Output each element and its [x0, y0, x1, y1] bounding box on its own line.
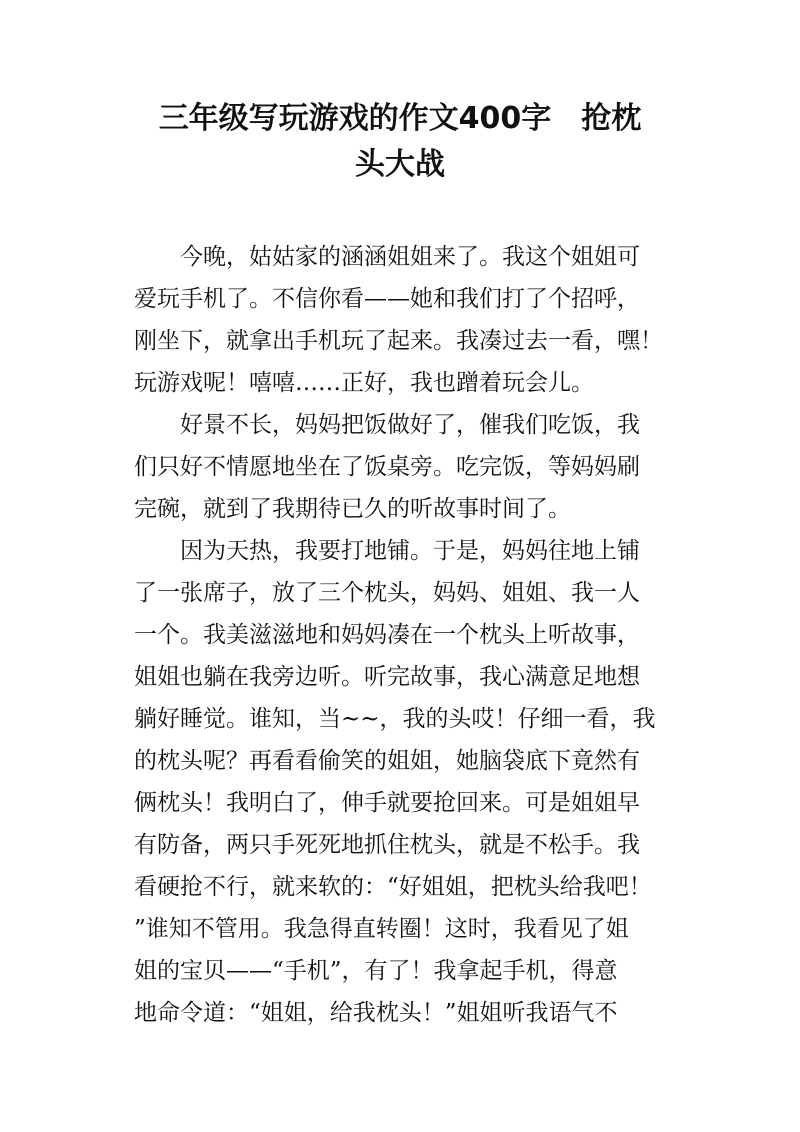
body-line: 好景不长，妈妈把饭做好了，催我们吃饭，我 — [134, 412, 640, 438]
document-body — [134, 236, 694, 1034]
body-line: 今晚，姑姑家的涵涵姐姐来了。我这个姐姐可 — [134, 244, 640, 270]
title-line-2: 头大战 — [355, 147, 445, 182]
body-line: 姐姐也躺在我旁边听。听完故事，我心满意足地想 — [134, 664, 640, 690]
body-line: 看硬抢不行，就来软的：“好姐姐，把枕头给我吧！ — [134, 874, 652, 900]
body-line: 了一张席子，放了三个枕头，妈妈、姐姐、我一人 — [134, 580, 640, 606]
body-line: 俩枕头！我明白了，伸手就要抢回来。可是姐姐早 — [134, 790, 640, 816]
body-line: 爱玩手机了。不信你看——她和我们打了个招呼， — [134, 286, 640, 312]
body-line: 躺好睡觉。谁知，当~~，我的头哎！仔细一看，我 — [134, 706, 656, 732]
document-title — [100, 96, 700, 188]
body-line: 姐的宝贝——“手机”，有了！我拿起手机，得意 — [134, 958, 618, 984]
body-line: 们只好不情愿地坐在了饭桌旁。吃完饭，等妈妈刷 — [134, 454, 640, 480]
body-line: ”谁知不管用。我急得直转圈！这时，我看见了姐 — [134, 916, 629, 942]
body-line: 一个。我美滋滋地和妈妈凑在一个枕头上听故事， — [134, 622, 640, 648]
body-line: 完碗，就到了我期待已久的听故事时间了。 — [134, 496, 571, 522]
body-line: 地命令道：“姐姐，给我枕头！”姐姐听我语气不 — [134, 1000, 618, 1026]
body-line: 有防备，两只手死死地抓住枕头，就是不松手。我 — [134, 832, 640, 858]
body-line: 玩游戏呢！嘻嘻……正好，我也蹭着玩会儿。 — [134, 370, 594, 396]
title-line-1: 三年级写玩游戏的作文400字 抢枕 — [158, 101, 642, 136]
body-line: 的枕头呢？再看看偷笑的姐姐，她脑袋底下竟然有 — [134, 748, 640, 774]
body-line: 刚坐下，就拿出手机玩了起来。我凑过去一看，嘿！ — [134, 328, 663, 354]
body-line: 因为天热，我要打地铺。于是，妈妈往地上铺 — [134, 538, 640, 564]
